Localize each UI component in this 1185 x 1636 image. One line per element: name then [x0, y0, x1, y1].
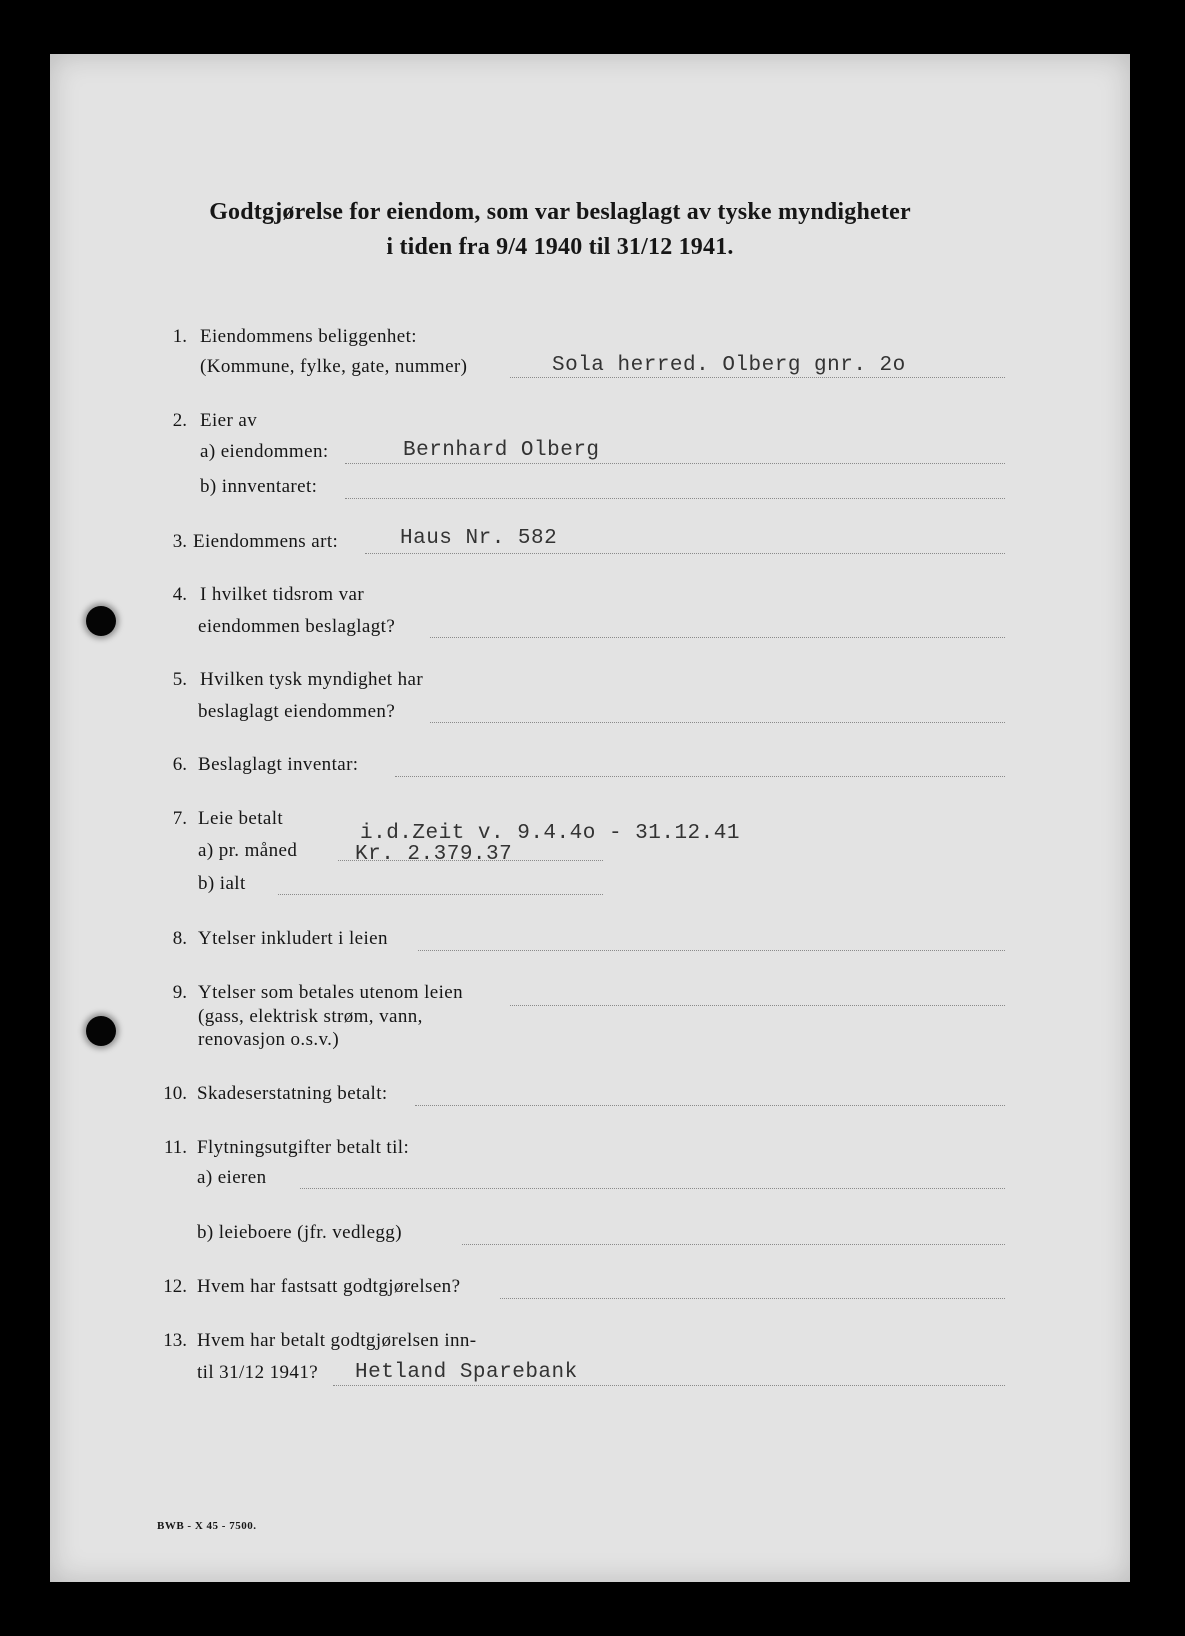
item-3-value: Haus Nr. 582 [400, 527, 558, 550]
form-title-line1: Godtgjørelse for eiendom, som var beslaglagt av tyske myndigheter [209, 199, 911, 225]
item-11-label: Flytningsutgifter betalt til: [197, 1137, 410, 1158]
item-2a-answer-line [345, 463, 1005, 464]
item-number: 7. [172, 808, 187, 829]
punch-hole [86, 1016, 116, 1046]
item-7b-answer-line [278, 894, 603, 895]
item-13-value: Hetland Sparebank [355, 1361, 578, 1384]
item-9-sublabel: renovasjon o.s.v.) [198, 1029, 340, 1050]
item-number: 13. [163, 1330, 187, 1351]
item-number: 5. [172, 669, 187, 690]
item-9-answer-line [510, 1005, 1005, 1006]
item-2a-label: a) eiendommen: [200, 441, 329, 462]
item-2a-value: Bernhard Olberg [403, 439, 600, 462]
item-12-answer-line [500, 1298, 1005, 1299]
item-10-answer-line [415, 1105, 1005, 1106]
item-3-answer-line [365, 553, 1005, 554]
item-7-label: Leie betalt [198, 808, 284, 829]
item-13-sublabel: til 31/12 1941? [197, 1362, 319, 1383]
item-13-label: Hvem har betalt godtgjørelsen inn- [197, 1330, 477, 1351]
item-7b-label: b) ialt [198, 873, 246, 894]
item-7a-value: Kr. 2.379.37 [355, 843, 513, 866]
item-number: 2. [172, 410, 187, 431]
item-13-answer-line [333, 1385, 1005, 1386]
item-4-label: I hvilket tidsrom var [200, 584, 365, 605]
item-7-period-value: i.d.Zeit v. 9.4.4o - 31.12.41 [360, 822, 740, 845]
item-5-sublabel: beslaglagt eiendommen? [198, 701, 396, 722]
item-number: 1. [172, 326, 187, 347]
item-11b-label: b) leieboere (jfr. vedlegg) [197, 1222, 402, 1243]
item-4-answer-line [430, 637, 1005, 638]
item-9-sublabel: (gass, elektrisk strøm, vann, [198, 1006, 423, 1027]
item-2-label: Eier av [200, 410, 258, 431]
item-6-label: Beslaglagt inventar: [198, 754, 359, 775]
item-number: 10. [163, 1083, 187, 1104]
item-11a-label: a) eieren [197, 1167, 267, 1188]
item-3-label: Eiendommens art: [193, 531, 339, 552]
item-5-answer-line [430, 722, 1005, 723]
item-1-label: Eiendommens beliggenhet: [200, 326, 417, 347]
item-11a-answer-line [300, 1188, 1005, 1189]
item-9-label: Ytelser som betales utenom leien [198, 982, 464, 1003]
item-number: 3. [172, 531, 187, 552]
item-10-label: Skadeserstatning betalt: [197, 1083, 388, 1104]
item-2b-label: b) innventaret: [200, 476, 318, 497]
item-number: 11. [163, 1137, 187, 1158]
item-1-sublabel: (Kommune, fylke, gate, nummer) [200, 356, 468, 377]
item-1-value: Sola herred. Olberg gnr. 2o [552, 354, 906, 377]
form-print-code: BWB - X 45 - 7500. [157, 1520, 257, 1532]
item-number: 9. [172, 982, 187, 1003]
punch-hole [86, 606, 116, 636]
item-4-sublabel: eiendommen beslaglagt? [198, 616, 396, 637]
item-8-answer-line [418, 950, 1005, 951]
item-11b-answer-line [462, 1244, 1005, 1245]
item-5-label: Hvilken tysk myndighet har [200, 669, 424, 690]
item-12-label: Hvem har fastsatt godtgjørelsen? [197, 1276, 461, 1297]
item-8-label: Ytelser inkludert i leien [198, 928, 388, 949]
item-number: 4. [172, 584, 187, 605]
item-number: 6. [172, 754, 187, 775]
item-number: 12. [163, 1276, 187, 1297]
item-number: 8. [172, 928, 187, 949]
form-title-line2: i tiden fra 9/4 1940 til 31/12 1941. [386, 234, 734, 260]
item-7a-label: a) pr. måned [198, 840, 298, 861]
item-6-answer-line [395, 776, 1005, 777]
item-2b-answer-line [345, 498, 1005, 499]
